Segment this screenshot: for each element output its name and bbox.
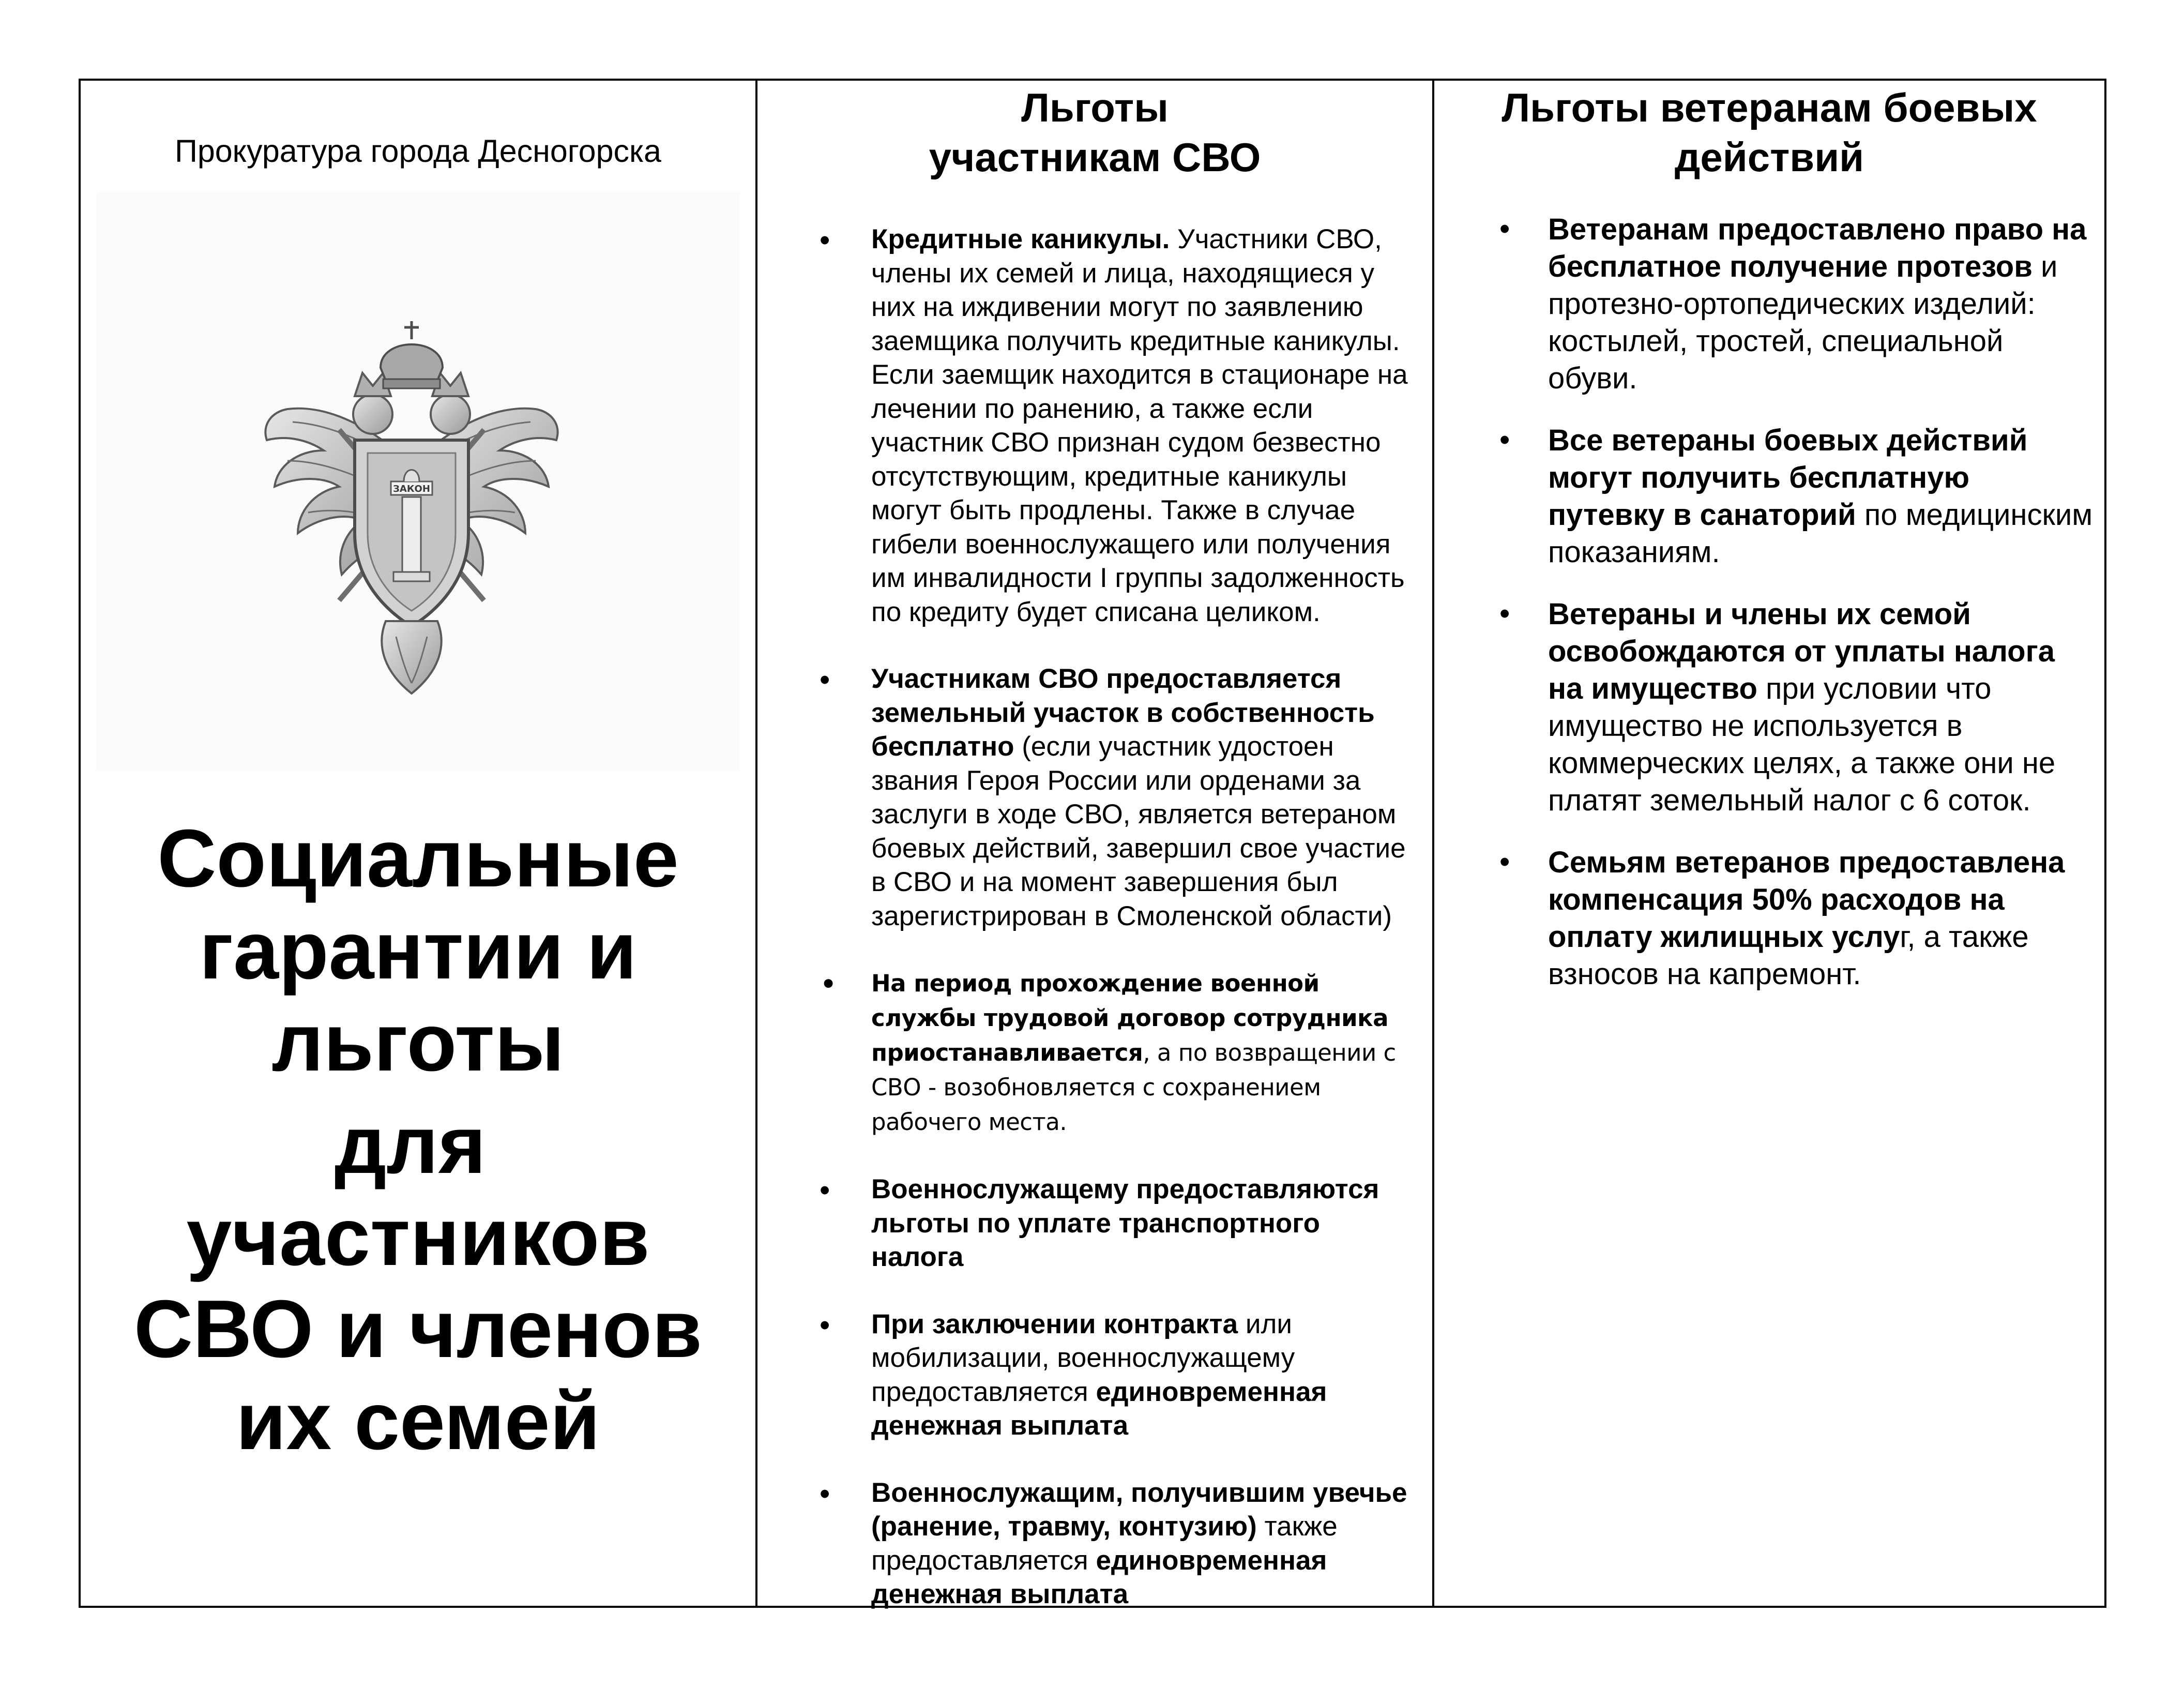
- item-text: также предоставляется: [871, 1511, 1338, 1576]
- list-item: [871, 966, 1417, 1139]
- item-text: , а по возвращении с СВО - возобновляется с сохранением рабочего места.: [871, 1039, 1396, 1136]
- item-text: г, а также взносов на капремонт.: [1548, 920, 2029, 991]
- organization-name: Прокуратура города Десногорска: [174, 133, 661, 169]
- list-item: [1548, 596, 2094, 819]
- brochure-page: [79, 79, 2106, 1608]
- cover-subtitle-line: их семей: [236, 1376, 600, 1467]
- list-item: [1548, 844, 2094, 993]
- item-bold: Кредитные каникулы.: [871, 224, 1170, 254]
- item-text: по медицинским показаниям.: [1548, 498, 2093, 569]
- cover-title-line: Социальные: [157, 813, 679, 904]
- emblem-area: [96, 192, 740, 771]
- prosecutor-eagle-emblem-icon: [251, 311, 572, 704]
- list-item: [871, 1307, 1417, 1443]
- item-bold: Военнослужащим, получившим увечье (ранение, травму, контузию): [871, 1477, 1407, 1542]
- item-bold: На период прохождение военной службы трудовой договор сотрудника приостанавливается: [871, 970, 1389, 1066]
- veterans-benefits-list: [1434, 211, 2104, 993]
- svo-benefits-panel: [757, 81, 1434, 1609]
- item-bold: Ветеранам предоставлено право на бесплатное получение протезов: [1548, 213, 2087, 283]
- item-bold: Все ветераны боевых действий могут получить бесплатную путевку в санаторий: [1548, 424, 2028, 532]
- svo-heading-line: участникам СВО: [929, 134, 1261, 180]
- item-text: и протезно-ортопедических изделий: костылей, тростей, специальной обуви.: [1548, 250, 2058, 395]
- cover-title: [81, 812, 755, 1467]
- item-text: или мобилизации, военнослужащему предоставляется: [871, 1308, 1295, 1407]
- veterans-heading: [1434, 81, 2104, 182]
- item-bold: Военнослужащему предоставляются льготы по уплате транспортного налога: [871, 1174, 1379, 1272]
- veterans-heading-line: действий: [1674, 134, 1864, 180]
- svo-heading: [757, 81, 1432, 182]
- list-item: [1548, 422, 2094, 571]
- list-item: [871, 222, 1417, 629]
- list-item: [871, 662, 1417, 933]
- veterans-benefits-panel: [1434, 81, 2104, 1606]
- item-bold: единовременная денежная выплата: [871, 1545, 1327, 1609]
- item-bold: единовременная денежная выплата: [871, 1376, 1327, 1441]
- list-item: [871, 1476, 1417, 1611]
- cover-title-line: льготы: [271, 997, 565, 1088]
- cover-panel: [81, 81, 757, 1606]
- cover-subtitle-line: СВО и членов: [133, 1284, 703, 1375]
- item-bold: Участникам СВО предоставляется земельный участок в собственность бесплатно: [871, 664, 1375, 762]
- item-text: при условии что имущество не используется в коммерческих целях, а также они не платят земельный налог с 6 соток.: [1548, 672, 2056, 817]
- item-text: Участники СВО, члены их семей и лица, находящиеся у них на иждивении могут по заявлению заемщика получить кредитные каникулы. Если заемщик находится в стационаре на лечении по ранению, а также если участник СВО признан судом безвестно отсутствующим, кредитные каникулы могут быть продлены. Также в случае гибели военнослужащего или получения им инвалидности I группы задолженность по кредиту будет списана целиком.: [871, 224, 1408, 627]
- list-item: [871, 1172, 1417, 1274]
- svo-benefits-list: [757, 222, 1432, 1611]
- item-bold: Семьям ветеранов предоставлена компенсация 50% расходов на оплату жилищных услу: [1548, 846, 2065, 954]
- veterans-heading-line: Льготы ветеранам боевых: [1502, 85, 2037, 130]
- cover-title-line: гарантии и: [199, 905, 637, 996]
- item-text: (если участник удостоен звания Героя России или орденами за заслуги в ходе СВО, является ветераном боевых действий, завершил свое участие в СВО и на момент завершения был зарегистрирован в Смоленской области): [871, 731, 1406, 931]
- item-bold: При заключении контракта: [871, 1308, 1238, 1339]
- cover-subtitle-line: для: [335, 1099, 486, 1190]
- item-bold: Ветераны и члены их семой освобождаются от уплаты налога на имущество: [1548, 597, 2055, 705]
- svo-heading-line: Льготы: [1021, 85, 1169, 130]
- list-item: [1548, 211, 2094, 397]
- cover-subtitle-line: участников: [186, 1192, 650, 1283]
- emblem-shield-text: ЗАКОН: [393, 484, 430, 494]
